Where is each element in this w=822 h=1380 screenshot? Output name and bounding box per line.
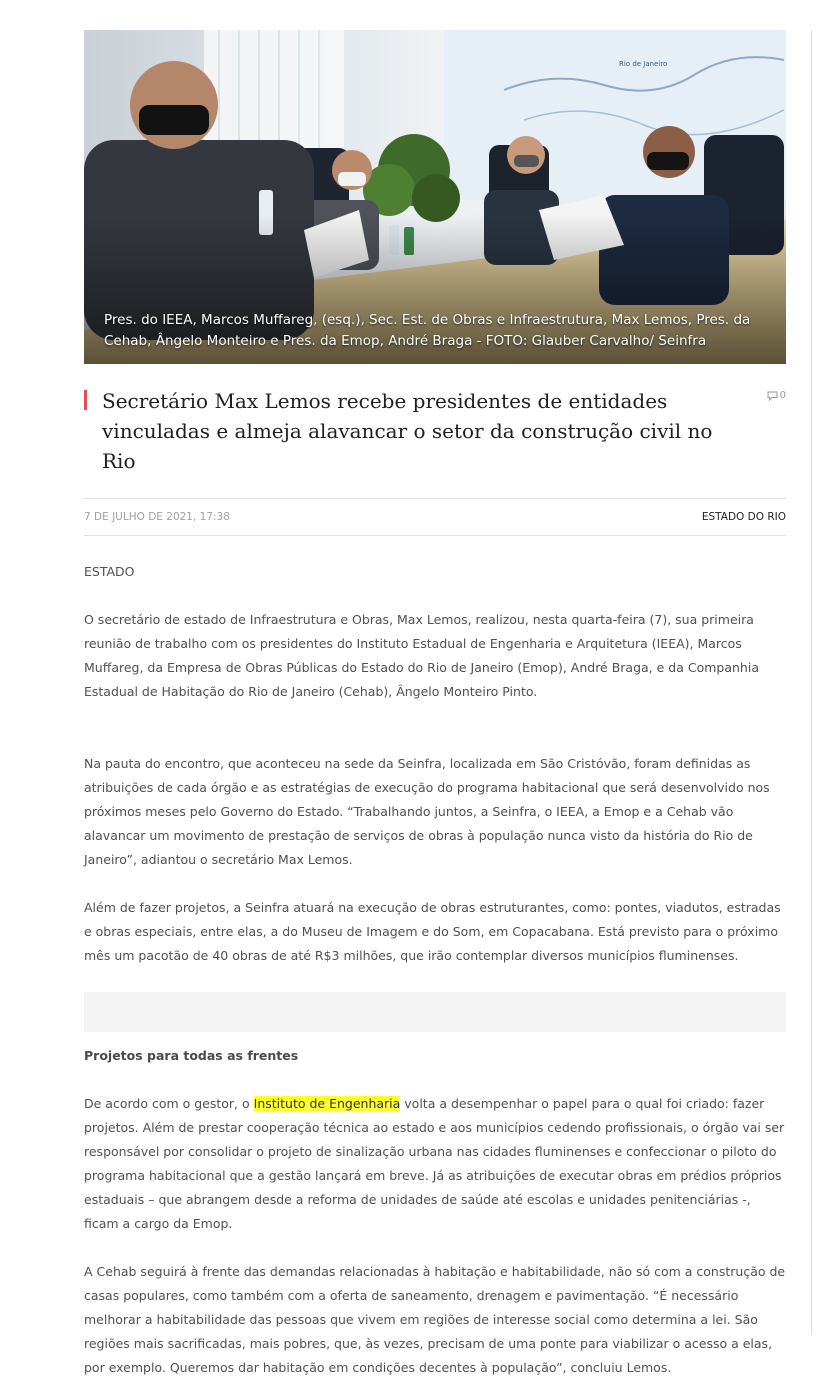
article-title: Secretário Max Lemos recebe presidentes de entidades vinculadas e almeja alavancar o setor da construção civil no Rio [102,389,713,473]
section-subheading: Projetos para todas as frentes [84,1048,299,1063]
comment-count: 0 [779,390,786,401]
title-accent-bar [84,390,87,410]
article-body [84,560,786,1380]
comment-bubble-icon [767,391,778,401]
paragraph [84,1092,786,1236]
article-meta [84,498,786,536]
paragraph: A Cehab seguirá à frente das demandas relacionadas à habitação e habitabilidade, não só com a construção de casas populares, como também com a oferta de saneamento, drenagem e pavimentação. “É necessário melhorar a habitabilidade das pessoas que vivem em regiões de interesse social como determina a lei. São regiões mais sacrificadas, mais pobres, que, às vezes, precisam de uma ponte para viabilizar o acesso a elas, por exemplo. Queremos dar habitação em condições decentes à população”, concluiu Lemos. [84,1264,786,1375]
paragraph: O secretário de estado de Infraestrutura e Obras, Max Lemos, realizou, nesta quarta-feira (7), sua primeira reunião de trabalho com os presidentes do Instituto Estadual de Engenharia e Arquitetura (IEEA), Marcos Muffareg, da Empresa de Obras Públicas do Estado do Rio de Janeiro (Emop), André Braga, e da Companhia Estadual de Habitação do Rio de Janeiro (Cehab), Ângelo Monteiro Pinto. [84,612,759,699]
comments-link[interactable] [767,390,786,401]
paragraph: Na pauta do encontro, que aconteceu na sede da Seinfra, localizada em São Cristóvão, foram definidas as atribuições de cada órgão e as estratégias de execução do programa habitacional que será desenvolvido nos próximos meses pelo Governo do Estado. “Trabalhando juntos, a Seinfra, o IEEA, a Emop e a Cehab vão alavancar um movimento de prestação de serviços de obras à população nunca visto da história do Rio de Janeiro”, adiantou o secretário Max Lemos. [84,756,770,867]
category-link[interactable]: ESTADO DO RIO [701,511,786,523]
publish-date: 7 DE JULHO DE 2021, 17:38 [84,511,230,523]
paragraph-text: volta a desempenhar o papel para o qual foi criado: fazer projetos. Além de prestar cooperação técnica ao estado e aos municípios cedendo profissionais, o órgão vai ser responsável por consolidar o projeto de sinalização urbana nas cidades fluminenses e confeccionar o piloto do programa habitacional que a gestão lançará em breve. Já as atribuições de executar obras em prédios próprios estaduais – que abrangem desde a reforma de unidades de saúde até escolas e unidades penitenciárias -, ficam a cargo da Emop. [84,1096,785,1231]
instituto-de-engenharia-link[interactable]: Instituto de Engenharia [253,1096,401,1111]
featured-photo[interactable] [84,30,786,364]
photo-caption: Pres. do IEEA, Marcos Muffareg, (esq.), Sec. Est. de Obras e Infraestrutura, Max Lemos, Pres. da Cehab, Ângelo Monteiro e Pres. da Emop, André Braga - FOTO: Glauber Carvalho/ Seinfra [104,312,751,349]
paragraph-text: De acordo com o gestor, o [84,1096,254,1111]
article [84,30,786,1380]
page-right-border [811,30,812,1335]
paragraph: Além de fazer projetos, a Seinfra atuará na execução de obras estruturantes, como: pontes, viadutos, estradas e obras especiais, entre elas, a do Museu de Imagem e do Som, em Copacabana. Está previsto para o próximo mês um pacotão de 40 obras de até R$3 milhões, que irão contemplar diversos municípios fluminenses. [84,900,781,963]
section-label: ESTADO [84,564,135,579]
article-header [84,386,786,476]
ad-placeholder [84,992,786,1032]
